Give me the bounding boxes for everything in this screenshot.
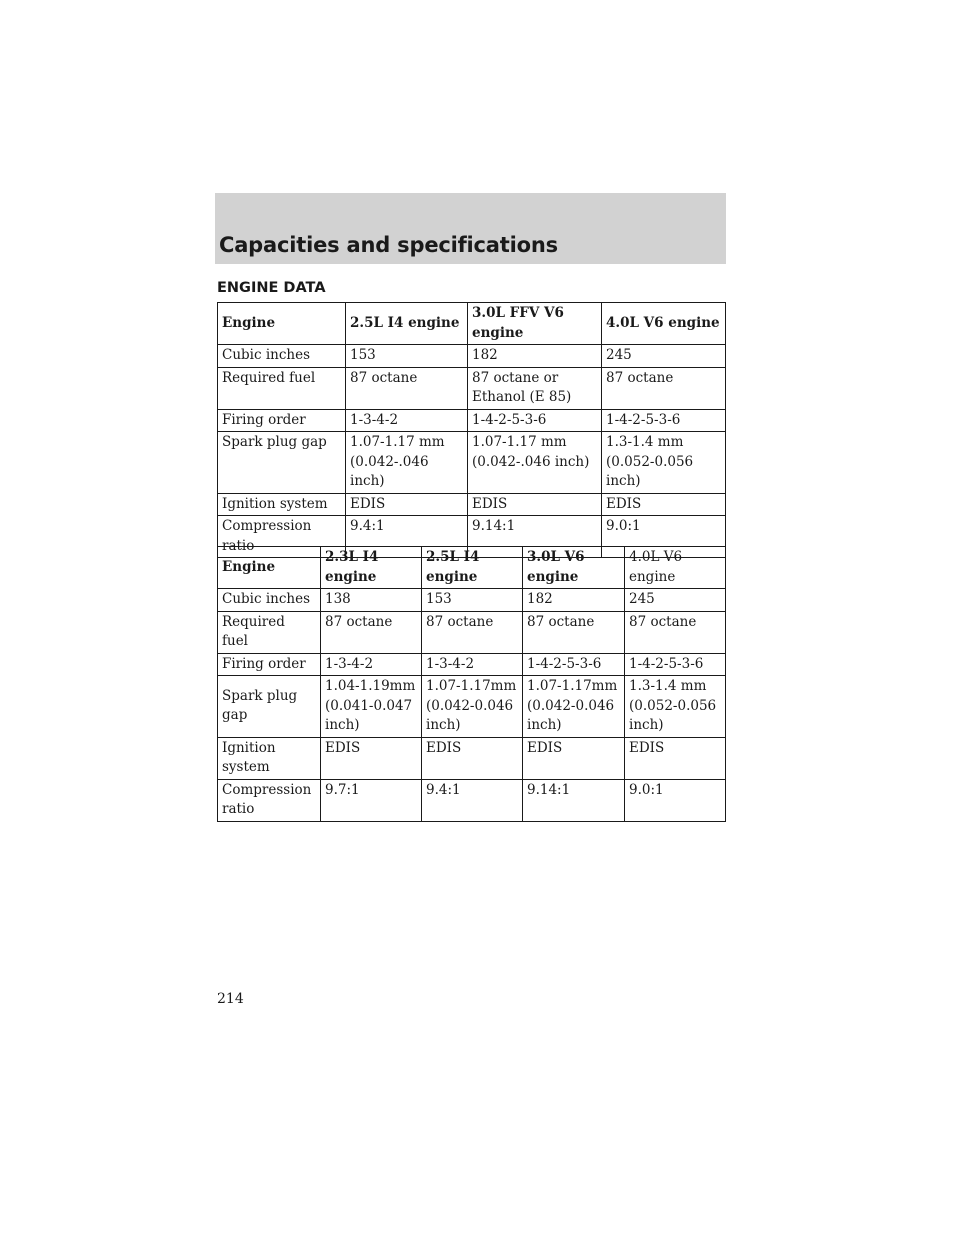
table-row	[218, 737, 726, 779]
table-cell: 87 octane	[625, 611, 726, 653]
table-cell: 9.14:1	[468, 516, 602, 558]
column-header: 4.0L V6 engine	[625, 547, 726, 589]
table-cell: 9.0:1	[602, 516, 726, 558]
table-cell: 153	[422, 589, 523, 612]
table-cell: EDIS	[602, 493, 726, 516]
page-heading: ENGINE DATA	[217, 280, 326, 296]
table-cell: 153	[346, 345, 468, 368]
table-cell: 1.07-1.17mm (0.042-0.046 inch)	[422, 676, 523, 738]
table-cell: 87 octane	[602, 367, 726, 409]
table-cell: 87 octane or Ethanol (E 85)	[468, 367, 602, 409]
row-label: Ignition system	[218, 737, 321, 779]
table-row	[218, 345, 726, 368]
table-cell: 182	[523, 589, 625, 612]
table-cell: 9.0:1	[625, 779, 726, 821]
column-header: 2.5L I4 engine	[422, 547, 523, 589]
table-header-row	[218, 547, 726, 589]
column-header: 2.3L I4 engine	[321, 547, 422, 589]
table-cell: 87 octane	[422, 611, 523, 653]
column-header: Engine	[218, 547, 321, 589]
row-label: Cubic inches	[218, 589, 321, 612]
table-cell: 245	[602, 345, 726, 368]
table-cell: 1-3-4-2	[321, 653, 422, 676]
table-cell: EDIS	[422, 737, 523, 779]
table-cell: 1-4-2-5-3-6	[468, 409, 602, 432]
table-row	[218, 493, 726, 516]
table-cell: 1.07-1.17 mm (0.042-.046 inch)	[468, 432, 602, 494]
engine-data-table-2	[217, 546, 726, 822]
table-cell: 1.07-1.17 mm (0.042-.046 inch)	[346, 432, 468, 494]
table-cell: 1.3-1.4 mm (0.052-0.056 inch)	[625, 676, 726, 738]
table-row	[218, 367, 726, 409]
table-cell: 1-4-2-5-3-6	[523, 653, 625, 676]
table-cell: 9.7:1	[321, 779, 422, 821]
row-label: Spark plug gap	[218, 432, 346, 494]
table-row	[218, 589, 726, 612]
table-cell: 9.14:1	[523, 779, 625, 821]
table-cell: EDIS	[321, 737, 422, 779]
column-header: 4.0L V6 engine	[602, 303, 726, 345]
table-row	[218, 676, 726, 738]
row-label: Compression ratio	[218, 779, 321, 821]
table-cell: 1-4-2-5-3-6	[602, 409, 726, 432]
section-title: Capacities and specifications	[219, 233, 558, 257]
table-cell: 1-4-2-5-3-6	[625, 653, 726, 676]
row-label: Firing order	[218, 653, 321, 676]
column-header: 2.5L I4 engine	[346, 303, 468, 345]
engine-data-table-1	[217, 302, 726, 558]
row-label: Required fuel	[218, 611, 321, 653]
table-cell: 1-3-4-2	[422, 653, 523, 676]
table-cell: 87 octane	[321, 611, 422, 653]
table-header-row	[218, 303, 726, 345]
table-row	[218, 409, 726, 432]
page-number: 214	[217, 991, 244, 1007]
column-header: 3.0L FFV V6 engine	[468, 303, 602, 345]
table-cell: EDIS	[468, 493, 602, 516]
table-cell: 87 octane	[523, 611, 625, 653]
table-cell: 182	[468, 345, 602, 368]
row-label: Cubic inches	[218, 345, 346, 368]
table-cell: 1.04-1.19mm (0.041-0.047 inch)	[321, 676, 422, 738]
table-row	[218, 653, 726, 676]
table-cell: 245	[625, 589, 726, 612]
table-cell: 138	[321, 589, 422, 612]
table-row	[218, 611, 726, 653]
row-label: Compression ratio	[218, 516, 346, 558]
table-cell: 1-3-4-2	[346, 409, 468, 432]
row-label: Spark plug gap	[218, 676, 321, 738]
table-row	[218, 779, 726, 821]
row-label: Ignition system	[218, 493, 346, 516]
table-cell: 87 octane	[346, 367, 468, 409]
table-row	[218, 432, 726, 494]
table-cell: 1.07-1.17mm (0.042-0.046 inch)	[523, 676, 625, 738]
table-cell: 1.3-1.4 mm (0.052-0.056 inch)	[602, 432, 726, 494]
row-label: Required fuel	[218, 367, 346, 409]
table-cell: 9.4:1	[422, 779, 523, 821]
table-cell: EDIS	[346, 493, 468, 516]
table-cell: EDIS	[625, 737, 726, 779]
column-header: Engine	[218, 303, 346, 345]
row-label: Firing order	[218, 409, 346, 432]
table-cell: EDIS	[523, 737, 625, 779]
column-header: 3.0L V6 engine	[523, 547, 625, 589]
table-cell: 9.4:1	[346, 516, 468, 558]
